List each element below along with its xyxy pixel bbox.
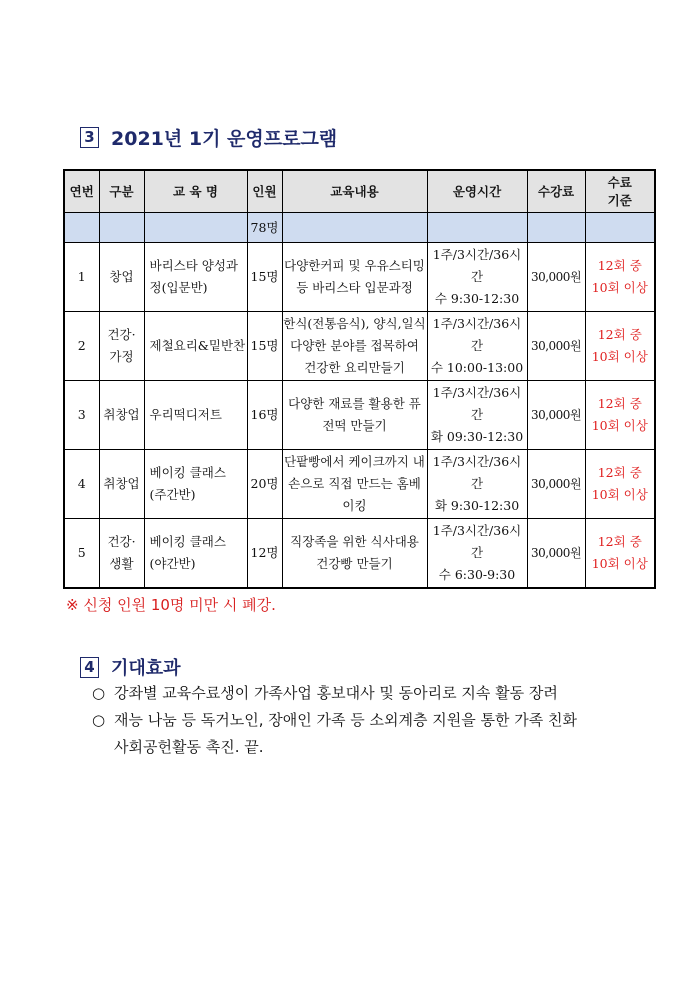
row-fee: 30,000원 bbox=[527, 519, 585, 589]
program-table bbox=[63, 169, 656, 589]
section-number-box: 4 bbox=[80, 657, 99, 678]
row-time: 1주/3시간/36시간 수 6:30-9:30 bbox=[427, 519, 527, 589]
circle-bullet-icon: ○ bbox=[92, 684, 106, 702]
row-category: 취창업 bbox=[99, 450, 144, 519]
row-category: 취창업 bbox=[99, 381, 144, 450]
row-content: 다양한커피 및 우유스티밍 등 바리스타 입문과정 bbox=[282, 243, 427, 312]
header-fee: 수강료 bbox=[527, 170, 585, 213]
row-course-name: 제철요리&밑반찬 bbox=[144, 312, 247, 381]
list-item bbox=[92, 680, 662, 707]
section-3-title: 2021년 1기 운영프로그램 bbox=[111, 128, 338, 150]
effect-text: 강좌별 교육수료생이 가족사업 홍보대사 및 동아리로 지속 활동 장려 bbox=[114, 684, 558, 702]
row-category: 건강·가정 bbox=[99, 312, 144, 381]
row-fee: 30,000원 bbox=[527, 381, 585, 450]
row-time: 1주/3시간/36시간 수 10:00-13:00 bbox=[427, 312, 527, 381]
header-time: 운영시간 bbox=[427, 170, 527, 213]
cancellation-note: ※ 신청 인원 10명 미만 시 폐강. bbox=[66, 596, 276, 614]
row-no: 5 bbox=[64, 519, 99, 589]
row-course-name: 우리떡디저트 bbox=[144, 381, 247, 450]
effect-text: 재능 나눔 등 독거노인, 장애인 가족 등 소외계층 지원을 통한 가족 친화 bbox=[114, 711, 577, 729]
row-category: 창업 bbox=[99, 243, 144, 312]
row-people: 15명 bbox=[247, 243, 282, 312]
row-fee: 30,000원 bbox=[527, 450, 585, 519]
table-row bbox=[64, 312, 655, 381]
row-course-name: 바리스타 양성과정(입문반) bbox=[144, 243, 247, 312]
table-row bbox=[64, 450, 655, 519]
row-criteria: 12회 중 10회 이상 bbox=[585, 243, 655, 312]
row-category: 건강·생활 bbox=[99, 519, 144, 589]
section-3-heading bbox=[80, 124, 337, 151]
row-people: 20명 bbox=[247, 450, 282, 519]
row-time: 1주/3시간/36시간 화 9:30-12:30 bbox=[427, 450, 527, 519]
table-row bbox=[64, 381, 655, 450]
row-no: 1 bbox=[64, 243, 99, 312]
row-criteria: 12회 중 10회 이상 bbox=[585, 450, 655, 519]
header-category: 구분 bbox=[99, 170, 144, 213]
row-people: 15명 bbox=[247, 312, 282, 381]
row-criteria: 12회 중 10회 이상 bbox=[585, 312, 655, 381]
header-course-name: 교 육 명 bbox=[144, 170, 247, 213]
circle-bullet-icon: ○ bbox=[92, 711, 106, 729]
table-row bbox=[64, 243, 655, 312]
row-people: 16명 bbox=[247, 381, 282, 450]
list-item bbox=[92, 707, 662, 734]
header-people: 인원 bbox=[247, 170, 282, 213]
row-content: 다양한 재료를 활용한 퓨전떡 만들기 bbox=[282, 381, 427, 450]
section-4-heading bbox=[80, 654, 181, 680]
effects-list bbox=[92, 680, 662, 761]
row-fee: 30,000원 bbox=[527, 312, 585, 381]
row-content: 단팥빵에서 케이크까지 내손으로 직접 만드는 홈베이킹 bbox=[282, 450, 427, 519]
total-people: 78명 bbox=[247, 213, 282, 243]
row-time: 1주/3시간/36시간 수 9:30-12:30 bbox=[427, 243, 527, 312]
section-number-box: 3 bbox=[80, 127, 99, 148]
row-fee: 30,000원 bbox=[527, 243, 585, 312]
row-course-name: 베이킹 클래스 (야간반) bbox=[144, 519, 247, 589]
row-content: 직장족을 위한 식사대용 건강빵 만들기 bbox=[282, 519, 427, 589]
row-criteria: 12회 중 10회 이상 bbox=[585, 381, 655, 450]
row-course-name: 베이킹 클래스 (주간반) bbox=[144, 450, 247, 519]
row-no: 2 bbox=[64, 312, 99, 381]
row-criteria: 12회 중 10회 이상 bbox=[585, 519, 655, 589]
total-row bbox=[64, 213, 655, 243]
row-people: 12명 bbox=[247, 519, 282, 589]
table-row bbox=[64, 519, 655, 589]
header-content: 교육내용 bbox=[282, 170, 427, 213]
row-time: 1주/3시간/36시간 화 09:30-12:30 bbox=[427, 381, 527, 450]
table-header-row bbox=[64, 170, 655, 213]
row-content: 한식(전통음식), 양식,일식 다양한 분야를 접목하여 건강한 요리만들기 bbox=[282, 312, 427, 381]
section-4-title: 기대효과 bbox=[111, 658, 181, 679]
row-no: 3 bbox=[64, 381, 99, 450]
header-criteria: 수료 기준 bbox=[585, 170, 655, 213]
row-no: 4 bbox=[64, 450, 99, 519]
header-no: 연번 bbox=[64, 170, 99, 213]
effect-continuation: 사회공헌활동 촉진. 끝. bbox=[114, 738, 264, 756]
